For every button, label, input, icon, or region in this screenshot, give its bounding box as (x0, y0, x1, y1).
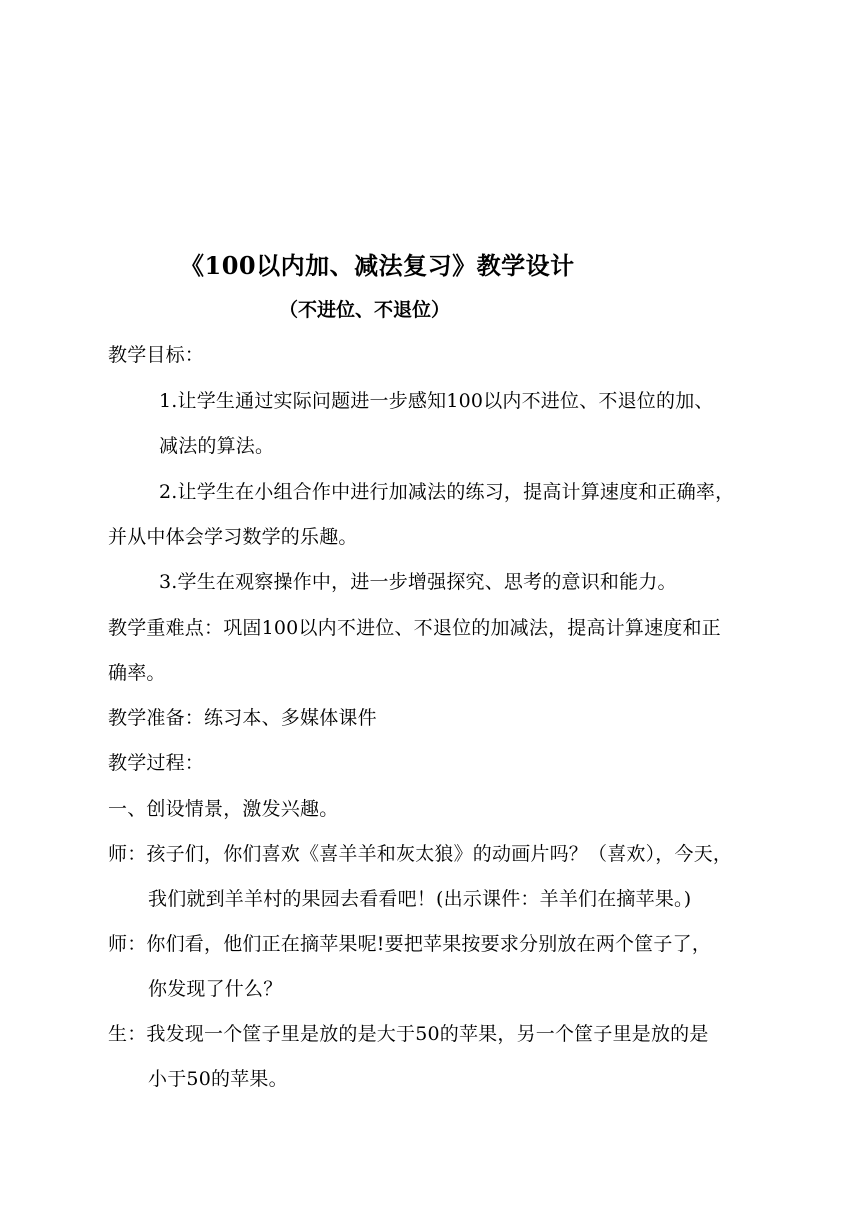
goal-1-line-2: 减法的算法。 (159, 435, 275, 457)
goals-heading: 教学目标： (108, 344, 205, 366)
teacher-line-1b: 我们就到羊羊村的果园去看看吧！(出示课件：羊羊们在摘苹果。) (148, 888, 692, 910)
student-line-1a: 生：我发现一个筐子里是放的是大于50的苹果，另一个筐子里是放的是 (108, 1023, 709, 1045)
goal-2-line-2: 并从中体会学习数学的乐趣。 (108, 526, 358, 548)
student-line-1b: 小于50的苹果。 (148, 1068, 288, 1090)
goal-3: 3.学生在观察操作中，进一步增强探究、思考的意识和能力。 (159, 571, 677, 593)
teacher-line-2b: 你发现了什么？ (148, 978, 283, 1000)
keypoints-line-2: 确率。 (108, 662, 166, 684)
keypoints-line-1: 教学重难点：巩固100以内不进位、不退位的加减法，提高计算速度和正 (108, 617, 721, 639)
goal-2-line-1: 2.让学生在小组合作中进行加减法的练习，提高计算速度和正确率， (159, 481, 735, 503)
section-1-heading: 一、创设情景，激发兴趣。 (108, 798, 339, 820)
preparation: 教学准备：练习本、多媒体课件 (108, 707, 377, 729)
document-subtitle: （不进位、不退位） (279, 299, 451, 321)
goal-1-line-1: 1.让学生通过实际问题进一步感知100以内不进位、不退位的加、 (159, 390, 714, 412)
process-heading: 教学过程： (108, 752, 205, 774)
document-title: 《100以内加、减法复习》教学设计 (180, 251, 575, 280)
teacher-line-2a: 师：你们看，他们正在摘苹果呢!要把苹果按要求分别放在两个筐子了， (108, 933, 712, 955)
teacher-line-1a: 师：孩子们，你们喜欢《喜羊羊和灰太狼》的动画片吗？（喜欢），今天， (108, 843, 733, 865)
